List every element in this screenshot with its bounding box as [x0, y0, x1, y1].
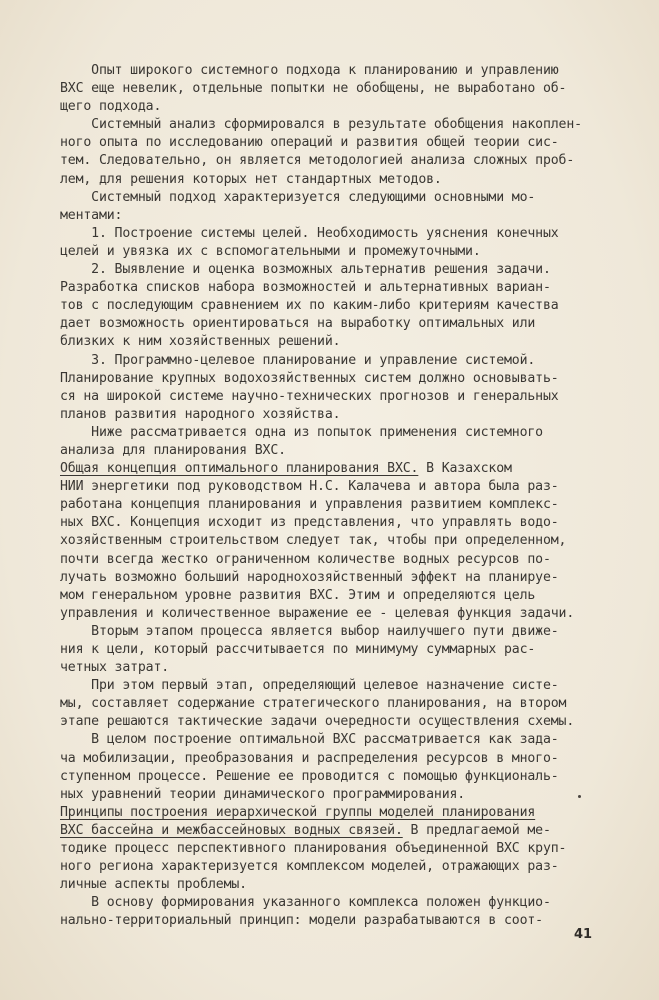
text-line: этапе решаются тактические задачи очередности осуществления схемы. [60, 714, 575, 730]
text-line: мом генеральном уровне развития ВХС. Этим и определяются цель [60, 587, 536, 603]
text-line: ментами: [60, 207, 123, 223]
text-line: дает возможность ориентироваться на выработку оптимальных или [60, 316, 536, 332]
text-line: НИИ энергетики под руководством Н.С. Калачева и автора была раз- [60, 479, 559, 495]
text-line: ного опыта по исследованию операций и развития общей теории сис- [60, 135, 559, 151]
text-line: тем. Следовательно, он является методологией анализа сложных проб- [60, 153, 575, 169]
concept-heading: Общая концепция оптимального планирования ВХС. [60, 461, 419, 477]
text-line: управления и количественное выражение ее - целевая функция задачи. [60, 605, 575, 621]
text-line: Опыт широкого системного подхода к планированию и управлению [60, 63, 559, 78]
text-line: ступенном процессе. Решение ее проводится с помощью функциональ- [60, 768, 559, 784]
section-heading-line [60, 804, 610, 822]
concept-heading-continuation: В Казахском [418, 461, 512, 477]
text-line: хозяйственным строительством следует так, чтобы при определенном, [60, 533, 567, 549]
text-line: тодике процесс перспективного планирования объединенной ВХС круп- [60, 841, 567, 857]
text-line: 2. Выявление и оценка возможных альтернатив решения задачи. [60, 262, 551, 278]
text-line: ных уравнений теории динамического программирования. [60, 786, 466, 802]
text-line: анализа для планирования ВХС. [60, 442, 286, 458]
text-line: ния к цели, который рассчитывается по минимуму суммарных рас- [60, 642, 536, 657]
text-line: Планирование крупных водохозяйственных систем должно основывать- [60, 370, 559, 386]
text-line: ного региона характеризуется комплексом моделей, отражающих раз- [60, 859, 559, 875]
text-line: В основу формирования указанного комплекса положен функцио- [60, 895, 551, 911]
text-line: ных ВХС. Концепция исходит из представления, что управлять водо- [60, 515, 559, 531]
text-line: мы, составляет содержание стратегического планирования, на втором [60, 696, 567, 712]
text-line: работана концепция планирования и управления развитием комплекс- [60, 497, 559, 513]
section-heading-line [60, 822, 610, 840]
text-line: целей и увязка их с вспомогательными и промежуточными. [60, 243, 481, 259]
text-line: планов развития народного хозяйства. [60, 406, 341, 422]
text-line: Вторым этапом процесса является выбор наилучшего пути движе- [60, 623, 559, 639]
section-heading-line [60, 460, 610, 478]
text-line: Ниже рассматривается одна из попыток применения системного [60, 424, 543, 440]
ink-dot [578, 795, 581, 798]
text-line: личные аспекты проблемы. [60, 877, 247, 893]
text-line: Разработка списков набора возможностей и альтернативных вариан- [60, 280, 551, 296]
text-line: нально-территориальный принцип: модели разрабатываются в соот- [60, 913, 543, 929]
text-line: тов с последующим сравнением их по каким-либо критериям качества [60, 298, 559, 314]
text-line: близких к ним хозяйственных решений. [60, 334, 341, 350]
text-line: ча мобилизации, преобразования и распределения ресурсов в много- [60, 750, 559, 766]
text-line: Системный анализ сформировался в результате обобщения накоплен- [60, 117, 582, 133]
text-line: ся на широкой системе научно-технических прогнозов и генеральных [60, 388, 559, 404]
principles-heading-part1: Принципы построения иерархической группы моделей планирования [60, 804, 536, 820]
text-line: почти всегда жестко ограниченном количестве водных ресурсов по- [60, 551, 551, 567]
text-line: 3. Программно-целевое планирование и управление системой. [60, 352, 536, 368]
body-text [60, 62, 610, 931]
principles-heading-part2: ВХС бассейна и межбассейновых водных связей. [60, 822, 403, 838]
text-line: Системный подход характеризуется следующими основными мо- [60, 189, 536, 205]
principles-heading-continuation: В предлагаемой ме- [402, 822, 551, 838]
page-number: 41 [574, 927, 593, 942]
text-line: 1. Построение системы целей. Необходимость уяснения конечных [60, 225, 559, 241]
text-line: четных затрат. [60, 660, 170, 676]
text-line: щего подхода. [60, 99, 162, 115]
text-line: лучать возможно больший народнохозяйственный эффект на планируе- [60, 569, 559, 585]
text-line: ВХС еще невелик, отдельные попытки не обобщены, не выработано об- [60, 81, 567, 97]
text-line: В целом построение оптимальной ВХС рассматривается как зада- [60, 732, 559, 748]
text-line: лем, для решения которых нет стандартных методов. [60, 171, 442, 187]
text-line: При этом первый этап, определяющий целевое назначение систе- [60, 678, 559, 694]
